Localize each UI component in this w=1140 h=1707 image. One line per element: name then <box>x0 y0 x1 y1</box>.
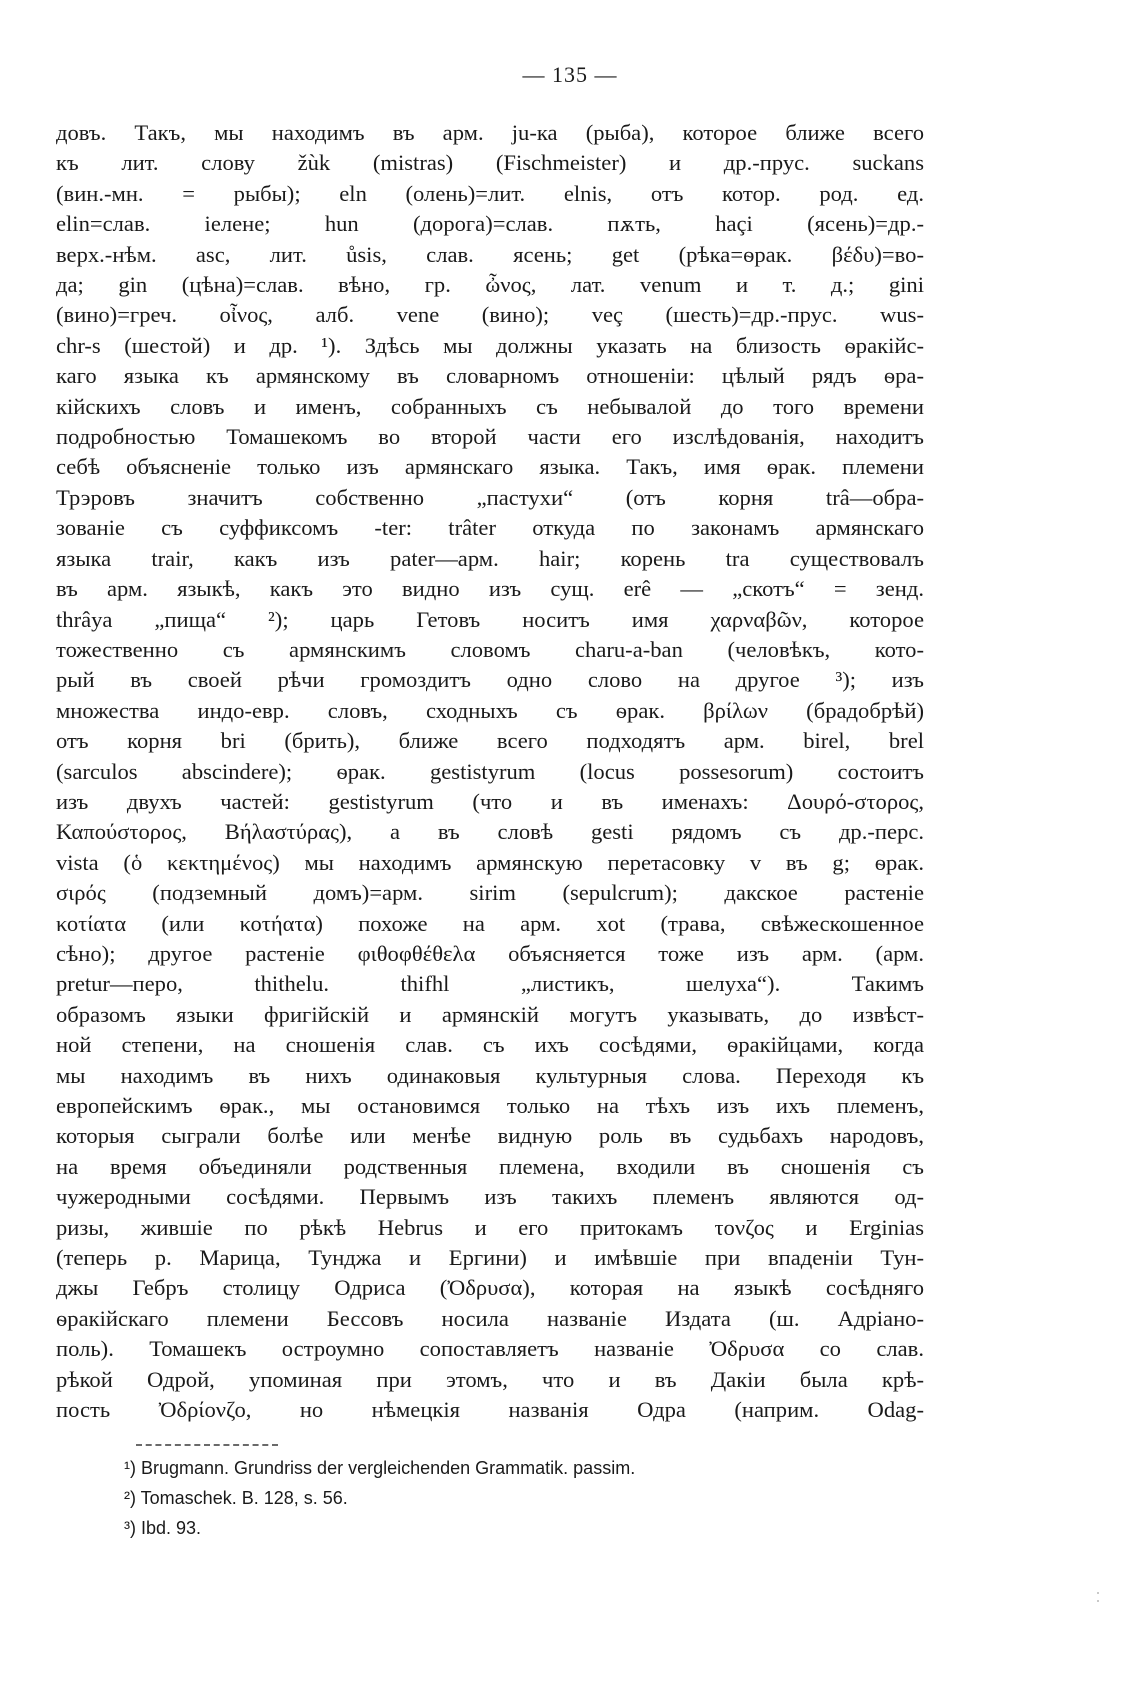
text-line: джы Гебръ столицу Одриса (Ὀδρυσα), которая на языкѣ сосѣдняго <box>56 1275 924 1301</box>
text-line: изъ двухъ частей: gestistyrum (что и въ именахъ: Δουρό-στορος, <box>56 788 924 814</box>
text-line: верх.-нѣм. asc, лит. ůsis, слав. ясень; get (рѣка=ѳрак. βέδυ)=во- <box>56 241 924 267</box>
text-line: thrâya „пища“ ²); царь Гетовъ носитъ имя χαρναβῶν, которое <box>56 606 924 632</box>
text-line: пость Ὀδρίονζο, но нѣмецкія названія Одра (наприм. Odag- <box>56 1397 924 1423</box>
scan-speck <box>1097 1592 1099 1594</box>
text-line: vista (ὁ κεκτημένος) мы находимъ армянскую перетасовку v въ g; ѳрак. <box>56 849 924 875</box>
text-line: ризы, жившіе по рѣкѣ Hebrus и его притокамъ τονζος и Erginias <box>56 1214 924 1240</box>
text-line: которыя сыграли болѣе или менѣе видную роль въ судьбахъ народовъ, <box>56 1123 924 1149</box>
scan-speck <box>1097 1600 1099 1602</box>
text-line: ной степени, на сношенія слав. съ ихъ сосѣдями, ѳракійцами, когда <box>56 1032 924 1058</box>
text-line: сѣно); другое растеніе φιθοφθέθελα объясняется тоже изъ арм. (арм. <box>56 940 924 966</box>
text-line: (вино)=греч. οἶνος, алб. vene (вино); veç (шесть)=др.-прус. wus- <box>56 302 924 328</box>
text-line: языка trair, какъ изъ pater—арм. hair; корень tra существовалъ <box>56 545 924 571</box>
text-line: каго языка къ армянскому въ словарномъ отношеніи: цѣлый рядъ ѳра- <box>56 363 924 389</box>
text-line: тожественно съ армянскимъ словомъ charu-a-ban (человѣкъ, кото- <box>56 636 924 662</box>
text-line: рѣкой Одрой, упоминая при этомъ, что и въ Дакіи была крѣ- <box>56 1366 924 1392</box>
text-line: σιρός (подземный домъ)=арм. sirim (sepulcrum); дакское растеніе <box>56 880 924 906</box>
text-line: поль). Томашекъ остроумно сопоставляетъ названіе Ὀδρυσα со слав. <box>56 1336 924 1362</box>
text-line: къ лит. слову žùk (mistras) (Fischmeister) и др.-прус. suckans <box>56 150 924 176</box>
text-line: chr-s (шестой) и др. ¹). Здѣсь мы должны указать на близость ѳракійс- <box>56 332 924 358</box>
text-line: (вин.-мн. = рыбы); eln (олень)=лит. elnis, отъ котор. род. ед. <box>56 180 924 206</box>
footnote: ³) Ibd. 93. <box>124 1518 202 1538</box>
text-line: европейскимъ ѳрак., мы остановимся только на тѣхъ изъ ихъ племенъ, <box>56 1093 924 1118</box>
footnote: ²) Tomaschek. B. 128, s. 56. <box>124 1488 348 1508</box>
text-line: на время объединяли родственныя племена, входили въ сношенія съ <box>56 1153 924 1179</box>
text-line: кійскихъ словъ и именъ, собранныхъ съ небывалой до того времени <box>56 393 924 419</box>
text-line: чужеродными сосѣдями. Первымъ изъ такихъ племенъ являются од- <box>56 1184 924 1210</box>
text-line: мы находимъ въ нихъ одинаковыя культурныя слова. Переходя къ <box>56 1062 924 1088</box>
text-line: (sarculos abscindere); ѳрак. gestistyrum (locus possesorum) состоитъ <box>56 758 924 784</box>
footnote-rule <box>136 1444 278 1446</box>
text-line: отъ корня bri (брить), ближе всего подходятъ арм. birel, brel <box>56 728 924 754</box>
text-line: образомъ языки фригійскій и армянскій могутъ указывать, до извѣст- <box>56 1001 924 1027</box>
text-line: довъ. Такъ, мы находимъ въ арм. ju-ка (рыба), которое ближе всего <box>56 120 924 145</box>
footnote: ¹) Brugmann. Grundriss der vergleichenden Grammatik. passim. <box>124 1458 636 1478</box>
text-line: Καπούστορος, Βήλαστύρας), а въ словѣ gesti рядомъ съ др.-перс. <box>56 819 924 845</box>
body-text <box>56 118 924 1425</box>
text-line: да; gin (цѣна)=слав. вѣно, гр. ὦνος, лат. venum и т. д.; gini <box>56 272 924 298</box>
text-line: въ арм. языкѣ, какъ это видно изъ сущ. erê — „скотъ“ = зенд. <box>56 576 924 602</box>
text-line: ѳракійскаго племени Бессовъ носила названіе Издата (ш. Адріано- <box>56 1305 924 1331</box>
text-line: elin=слав. іелене; hun (дорога)=слав. пѫть, haçi (ясень)=др.- <box>56 211 924 237</box>
text-line: Трэровъ значитъ собственно „пастухи“ (отъ корня trâ—обра- <box>56 484 924 510</box>
page-number: — 135 — <box>522 62 618 87</box>
text-line: pretur—перо, thithelu. thifhl „листикъ, шелуха“). Такимъ <box>56 971 924 997</box>
text-line: рый въ своей рѣчи громоздитъ одно слово на другое ³); изъ <box>56 667 924 693</box>
text-line: подробностью Томашекомъ во второй части его изслѣдованія, находитъ <box>56 424 924 450</box>
text-line: зованіе съ суффиксомъ -ter: trâter откуда по законамъ армянскаго <box>56 515 924 541</box>
text-line: множества индо-евр. словъ, сходныхъ съ ѳрак. βρίλων (брадобрѣй) <box>56 697 924 723</box>
text-line: κοτίατα (или κοτήατα) похоже на арм. xot (трава, свѣжескошенное <box>56 910 924 936</box>
text-line: (теперь р. Марица, Тунджа и Ергини) и имѣвшіе при впаденіи Тун- <box>56 1245 924 1271</box>
text-line: себѣ объясненіе только изъ армянскаго языка. Такъ, имя ѳрак. племени <box>56 454 924 480</box>
footnotes <box>124 1453 924 1543</box>
